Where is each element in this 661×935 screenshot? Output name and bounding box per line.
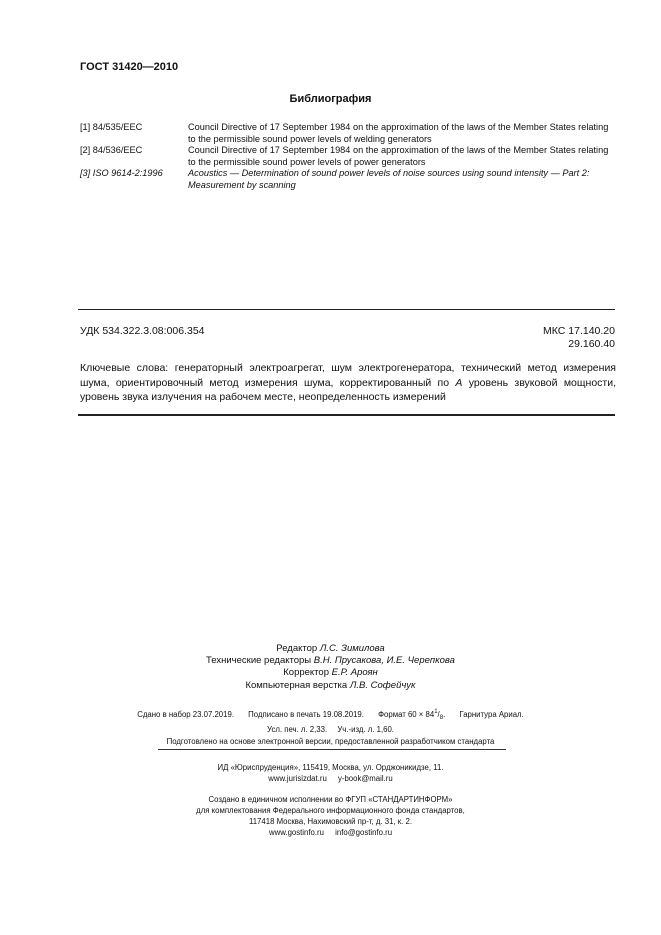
credit-tech-editors (0, 655, 661, 667)
keywords-part-1: Ключевые слова: генераторный электроагрегат, шум электрогенератора, технический метод измерения шума, ориентировочный метод измерения шума, корректированный по (80, 362, 616, 389)
producer-contacts (0, 827, 661, 838)
credits-block (0, 643, 661, 692)
producer-line-2: для комплектования Федерального информационного фонда стандартов, (196, 806, 465, 815)
bibliography-entry (80, 122, 616, 145)
publisher-email-link[interactable]: y-book@mail.ru (337, 774, 393, 783)
format: Формат $60 \times 84^1/_8$. (378, 709, 446, 721)
entry-number: [1] 84/535/EEC (80, 122, 143, 132)
signed-date: Подписано в печать 19.08.2019. (248, 710, 364, 719)
print-info-line-1 (0, 707, 661, 724)
producer-line-3: 117418 Москва, Нахимовский пр-т, д. 31, к. 2. (248, 817, 413, 826)
prepared-note: Подготовлено на основе электронной версии, предоставленной разработчиком стандарта (166, 737, 495, 746)
divider-top (78, 309, 615, 310)
publisher-site-link[interactable]: www.jurisizdat.ru (268, 774, 327, 783)
keywords-part-2: уровень звуковой мощности, уровень звука излучения на рабочем месте, неопределенность измерений (80, 376, 616, 403)
credit-name: В.Н. Прусакова, И.Е. Черепкова (313, 655, 455, 667)
keywords-italic-letter: А (455, 376, 463, 389)
producer-block (0, 794, 661, 838)
bibliography-title: Библиография (289, 93, 372, 105)
print-sheets: Усл. печ. л. 2,33. (267, 725, 328, 734)
bibliography-entry (80, 145, 616, 168)
divider-small (158, 749, 506, 750)
entry-text: Council Directive of 17 September 1984 on the approximation of the laws of the Member States relating to the permissible sound power levels of welding generators (188, 122, 609, 144)
publisher-contacts (0, 773, 661, 784)
publication-sheets: Уч.-изд. л. 1,60. (337, 725, 394, 734)
publisher-block (0, 762, 661, 784)
credit-editor (0, 643, 661, 655)
credit-label: Редактор (276, 643, 320, 654)
submitted-date: Сдано в набор 23.07.2019. (137, 710, 234, 719)
credit-name: Л.С. Зимилова (319, 643, 385, 654)
credit-name: Е.Р. Ароян (331, 667, 378, 679)
credit-label: Технические редакторы (206, 655, 314, 667)
bibliography-list (80, 122, 616, 191)
mks-line-1: МКС 17.140.20 (543, 325, 615, 337)
standard-id: ГОСТ 31420—2010 (80, 61, 179, 73)
credit-proofreader (0, 667, 661, 679)
entry-text: Acoustics — Determination of sound power levels of noise sources using sound intensity — Part 2: Measurement by scanning (188, 168, 590, 190)
print-info-line-2 (0, 724, 661, 735)
producer-email-link[interactable]: info@gostinfo.ru (335, 828, 393, 837)
publisher-address: ИД «Юриспруденция», 115419, Москва, ул. Орджоникидзе, 11. (217, 763, 444, 772)
entry-number: [3] ISO 9614-2:1996 (80, 168, 163, 178)
keywords-paragraph (80, 361, 616, 405)
credit-label: Компьютерная верстка (245, 679, 350, 691)
udk-code: УДК 534.322.3.08:006.354 (80, 325, 205, 337)
entry-text: Council Directive of 17 September 1984 on the approximation of the laws of the Member States relating to the permissible sound power levels of power generators (188, 145, 609, 167)
credit-label: Корректор (283, 667, 332, 679)
credit-layout (0, 680, 661, 692)
producer-line-1: Создано в единичном исполнении во ФГУП «СТАНДАРТИНФОРМ» (208, 795, 453, 804)
credit-name: Л.В. Софейчук (349, 679, 416, 691)
entry-number: [2] 84/536/EEC (80, 145, 143, 155)
mks-code (543, 325, 615, 351)
mks-line-2: 29.160.40 (568, 338, 615, 350)
print-info (0, 707, 661, 735)
typeface: Гарнитура Ариал. (459, 710, 524, 719)
producer-site-link[interactable]: www.gostinfo.ru (268, 828, 324, 837)
bibliography-entry (80, 168, 616, 191)
divider-bottom (78, 414, 615, 416)
